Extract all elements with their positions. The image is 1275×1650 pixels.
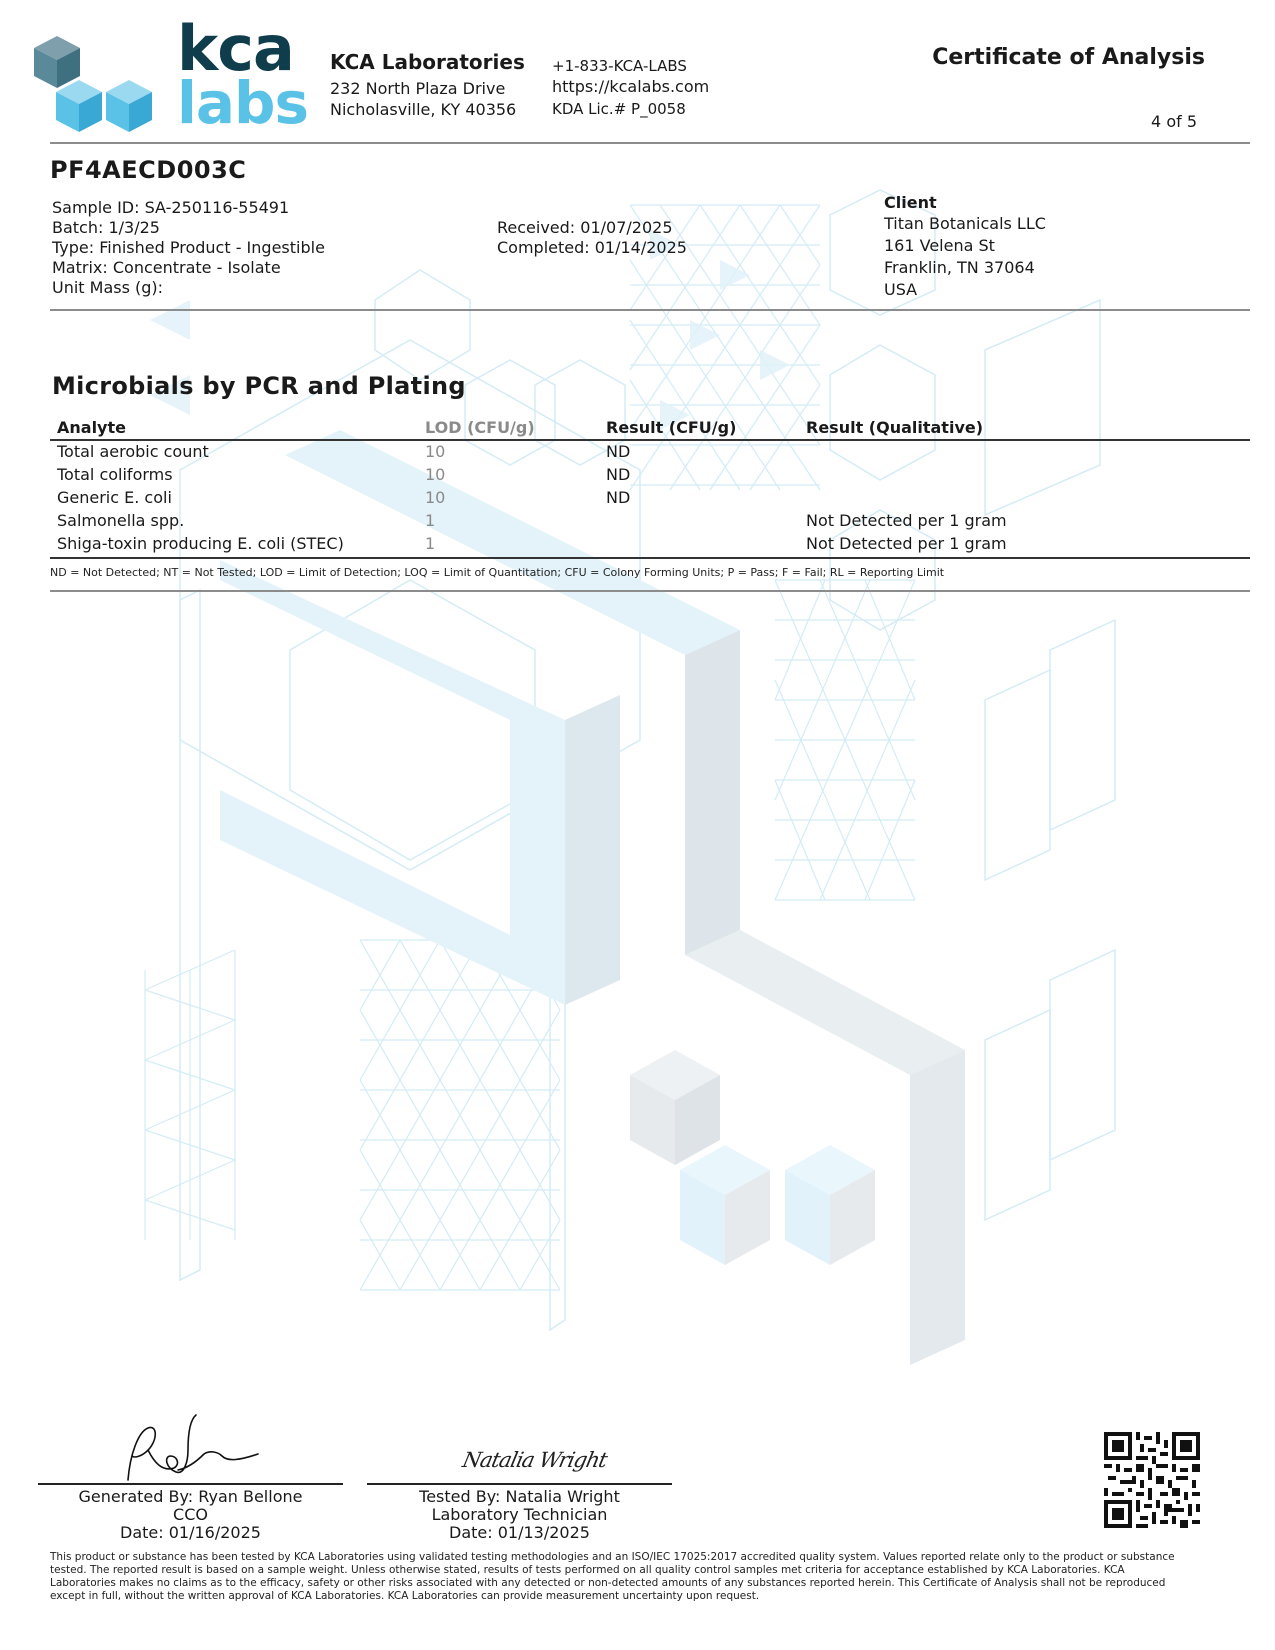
lab-address-line1: 232 North Plaza Drive <box>330 79 506 98</box>
signature-line-generated <box>38 1483 343 1485</box>
analyte-cell: Shiga-toxin producing E. coli (STEC) <box>57 534 344 553</box>
signature-natalia-wright: Natalia Wright <box>460 1448 609 1472</box>
logo-labs-text: labs <box>177 69 309 137</box>
tested-by <box>367 1488 672 1542</box>
lod-cell: 10 <box>425 465 446 484</box>
completed-date: Completed: 01/14/2025 <box>497 238 687 257</box>
signature-line-tested <box>367 1483 672 1485</box>
client-street: 161 Velena St <box>884 236 995 255</box>
lab-phone: +1-833-KCA-LABS <box>552 57 687 75</box>
col-header-qualitative: Result (Qualitative) <box>806 418 984 437</box>
analyte-cell: Total aerobic count <box>57 442 209 461</box>
document-title: Certificate of Analysis <box>932 45 1205 70</box>
analyte-cell: Salmonella spp. <box>57 511 185 530</box>
result-cell: ND <box>606 442 631 461</box>
tested-by-date: Date: 01/13/2025 <box>449 1523 590 1542</box>
qualitative-cell: Not Detected per 1 gram <box>806 534 1007 553</box>
section-bottom-divider <box>50 590 1250 592</box>
generated-by-name: Generated By: Ryan Bellone <box>78 1487 303 1506</box>
qr-code-icon[interactable] <box>1104 1432 1200 1528</box>
generated-by <box>38 1488 343 1542</box>
client-city: Franklin, TN 37064 <box>884 258 1035 277</box>
tested-by-name: Tested By: Natalia Wright <box>419 1487 620 1506</box>
analyte-cell: Generic E. coli <box>57 488 172 507</box>
received-date: Received: 01/07/2025 <box>497 218 673 237</box>
sample-matrix: Matrix: Concentrate - Isolate <box>52 258 281 277</box>
client-name: Titan Botanicals LLC <box>884 214 1046 233</box>
generated-by-title: CCO <box>173 1505 208 1524</box>
tested-by-title: Laboratory Technician <box>431 1505 608 1524</box>
col-header-result: Result (CFU/g) <box>606 418 737 437</box>
client-country: USA <box>884 280 918 299</box>
lab-website[interactable]: https://kcalabs.com <box>552 77 710 96</box>
lab-license: KDA Lic.# P_0058 <box>552 100 686 118</box>
sample-code: PF4AECD003C <box>50 156 247 184</box>
sample-info-divider <box>50 309 1250 311</box>
kca-labs-logo <box>32 12 309 137</box>
analyte-cell: Total coliforms <box>57 465 173 484</box>
lab-name: KCA Laboratories <box>330 50 525 74</box>
sample-id: Sample ID: SA-250116-55491 <box>52 198 290 217</box>
header-divider <box>50 142 1250 144</box>
col-header-analyte: Analyte <box>57 418 126 437</box>
table-header-rule <box>50 439 1250 441</box>
client-heading: Client <box>884 193 937 212</box>
col-header-lod: LOD (CFU/g) <box>425 418 535 437</box>
sample-batch: Batch: 1/3/25 <box>52 218 160 237</box>
page-number: 4 of 5 <box>1151 112 1197 131</box>
result-cell: ND <box>606 488 631 507</box>
lod-cell: 10 <box>425 442 446 461</box>
logo-cubes-icon <box>32 30 162 135</box>
sample-unit-mass: Unit Mass (g): <box>52 278 164 297</box>
lod-cell: 10 <box>425 488 446 507</box>
generated-by-date: Date: 01/16/2025 <box>120 1523 261 1542</box>
lab-address-line2: Nicholasville, KY 40356 <box>330 100 517 119</box>
section-title-microbials: Microbials by PCR and Plating <box>52 372 466 400</box>
qualitative-cell: Not Detected per 1 gram <box>806 511 1007 530</box>
result-cell: ND <box>606 465 631 484</box>
logo-kca-text: kca <box>177 12 294 85</box>
lod-cell: 1 <box>425 534 436 553</box>
table-bottom-rule <box>50 557 1250 559</box>
legal-disclaimer: This product or substance has been tested by KCA Laboratories using validated testing methodologies and an ISO/IEC 17025:2017 accredited quality system. Values reported relate only to the product or substance tested. The reported result is based on a sample weight. Unless otherwise stated, results of tests performed on all quality control samples met criteria for acceptance established by KCA Laboratories. KCA Laboratories makes no claims as to the efficacy, safety or other risks associated with any detected or non-detected amounts of any substances reported herein. This Certificate of Analysis shall not be reproduced except in full, without the written approval of KCA Laboratories. KCA Laboratories can provide measurement uncertainty upon request. <box>50 1551 1175 1602</box>
abbreviations-legend: ND = Not Detected; NT = Not Tested; LOD = Limit of Detection; LOQ = Limit of Quantitation; CFU = Colony Forming Units; P = Pass; F = Fail; RL = Reporting Limit <box>50 566 945 579</box>
lod-cell: 1 <box>425 511 436 530</box>
sample-type: Type: Finished Product - Ingestible <box>52 238 325 257</box>
